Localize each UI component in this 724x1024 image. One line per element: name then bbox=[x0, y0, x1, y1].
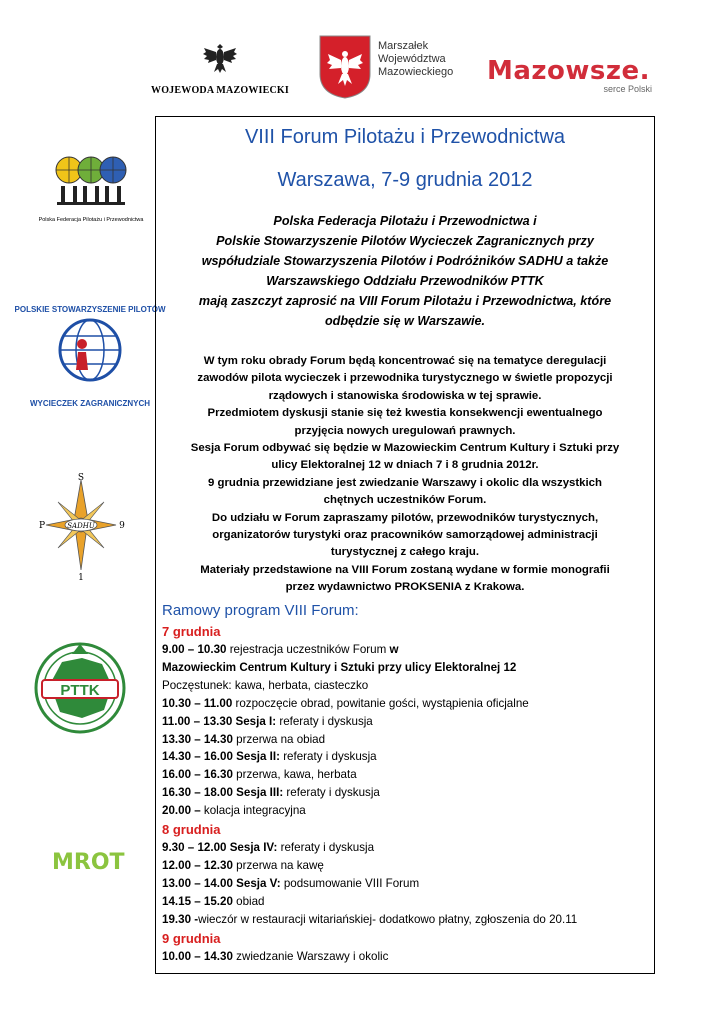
compass-rose-icon bbox=[36, 470, 126, 582]
schedule-item: 11.00 – 13.30 Sesja I: referaty i dyskusja bbox=[162, 714, 373, 728]
schedule-item: Mazowieckim Centrum Kultury i Sztuki przy ulicy Elektoralnej 12 bbox=[162, 660, 517, 674]
spwz-logo bbox=[14, 300, 166, 410]
svg-text:SADHU: SADHU bbox=[67, 522, 95, 530]
mazowsze-wordmark: Mazowsze. bbox=[487, 56, 651, 86]
pfpp-logo bbox=[30, 152, 152, 223]
schedule-item: 10.30 – 11.00 rozpoczęcie obrad, powitanie gości, wystąpienia oficjalne bbox=[162, 696, 529, 710]
eagle-icon bbox=[200, 38, 240, 78]
schedule-item: 13.00 – 14.00 Sesja V: podsumowanie VIII Forum bbox=[162, 876, 420, 890]
schedule-item: 19.30 -wieczór w restauracji witariańskiej- dodatkowo płatny, zgłoszenia do 20.11 bbox=[162, 912, 578, 926]
day-heading: 8 grudnia bbox=[162, 822, 221, 838]
schedule-item: 9.00 – 10.30 rejestracja uczestników Forum w bbox=[162, 643, 399, 656]
page-subtitle: Warszawa, 7-9 grudnia 2012 bbox=[277, 169, 533, 191]
globes-icon bbox=[53, 152, 129, 210]
schedule-item: 20.00 – kolacja integracyjna bbox=[162, 804, 306, 818]
mazowsze-tagline: serce Polski bbox=[603, 84, 652, 94]
schedule-item: Poczęstunek: kawa, herbata, ciasteczko bbox=[162, 678, 369, 692]
svg-text:POLSKIE STOWARZYSZENIE PILOTÓW: POLSKIE STOWARZYSZENIE PILOTÓW bbox=[14, 305, 166, 314]
mazowsze-logo bbox=[487, 56, 662, 94]
schedule-item: 13.30 – 14.30 przerwa na obiad bbox=[162, 732, 326, 746]
marszalek-logo bbox=[318, 34, 468, 100]
schedule-item: 12.00 – 12.30 przerwa na kawę bbox=[162, 858, 324, 872]
sadhu-logo bbox=[36, 470, 126, 582]
marszalek-label: Marszałek Województwa Mazowieckiego bbox=[378, 40, 454, 78]
page-title: VIII Forum Pilotażu i Przewodnictwa bbox=[244, 126, 566, 148]
schedule-item: 16.00 – 16.30 przerwa, kawa, herbata bbox=[162, 768, 357, 782]
program-section bbox=[162, 601, 650, 966]
day-heading: 7 grudnia bbox=[162, 624, 221, 639]
day-heading: 9 grudnia bbox=[162, 930, 221, 946]
coat-of-arms-icon bbox=[318, 34, 372, 100]
svg-text:MROT: MROT bbox=[52, 850, 125, 875]
program-heading: Ramowy program VIII Forum: bbox=[162, 602, 359, 619]
intro-paragraph: Polska Federacja Pilotażu i Przewodnictwa i Polskie Stowarzyszenie Pilotów Wycieczek Zagranicznych przy współudziale Stowarzyszenia Pilotów i Podróżników SADHU a także Warszawskiego Oddziału Przewodników PTTK mają zaszczyt zaprosić na VIII Forum Pilotażu i Przewodnictwa, które odbędzie się w Warszawie. bbox=[198, 214, 612, 328]
wojewoda-label: WOJEWODA MAZOWIECKI bbox=[151, 85, 289, 96]
pttk-logo bbox=[32, 640, 128, 736]
wojewoda-logo bbox=[150, 38, 290, 96]
mrot-logo bbox=[48, 836, 138, 886]
schedule-item: 14.30 – 16.00 Sesja II: referaty i dyskusja bbox=[162, 750, 377, 764]
invitation-frame bbox=[155, 116, 655, 974]
svg-text:9: 9 bbox=[119, 521, 125, 531]
mrot-wordmark-icon bbox=[48, 836, 138, 886]
spwz-emblem-icon bbox=[14, 300, 166, 410]
svg-text:WYCIECZEK ZAGRANICZNYCH: WYCIECZEK ZAGRANICZNYCH bbox=[30, 399, 150, 408]
svg-text:P: P bbox=[38, 521, 46, 531]
svg-text:S: S bbox=[77, 473, 85, 483]
schedule-item: 14.15 – 15.20 obiad bbox=[162, 894, 265, 908]
pttk-emblem-icon bbox=[32, 640, 128, 736]
pfpp-caption: Polska Federacja Pilotażu i Przewodnictwa bbox=[38, 217, 144, 223]
description-paragraph: W tym roku obrady Forum będą koncentrować się na tematyce deregulacji zawodów pilota wycieczek i przewodnika turystycznego w świetle propozycji rządowych i stanowiska środowiska w tej sprawie. Przedmiotem dyskusji stanie się też kwestia konsekwencji ewentualnego przyjęcia nowych uregulowań prawnych. Sesja Forum odbywać się będzie w Mazowieckim Centrum Kultury i Sztuki przy ulicy Elektoralnej 12 w dniach 7 i 8 grudnia 2012r. 9 grudnia przewidziane jest zwiedzanie Warszawy i okolic dla wszystkich chętnych uczestników Forum. Do udziału w Forum zapraszamy pilotów, przewodników turystycznych, organizatorów turystyki oraz pracowników samorządowej administracji turystycznej z całego kraju. Materiały przedstawione na VIII Forum zostaną wydane w formie monografii przez wydawnictwo PROKSENIA z Krakowa. bbox=[190, 355, 620, 594]
schedule-item: 9.30 – 12.00 Sesja IV: referaty i dyskusja bbox=[162, 841, 375, 855]
svg-text:1: 1 bbox=[78, 573, 84, 583]
svg-text:PTTK: PTTK bbox=[60, 682, 100, 699]
schedule-item: 10.00 – 14.30 zwiedzanie Warszawy i okolic bbox=[162, 949, 389, 963]
schedule-item: 16.30 – 18.00 Sesja III: referaty i dyskusja bbox=[162, 786, 380, 800]
